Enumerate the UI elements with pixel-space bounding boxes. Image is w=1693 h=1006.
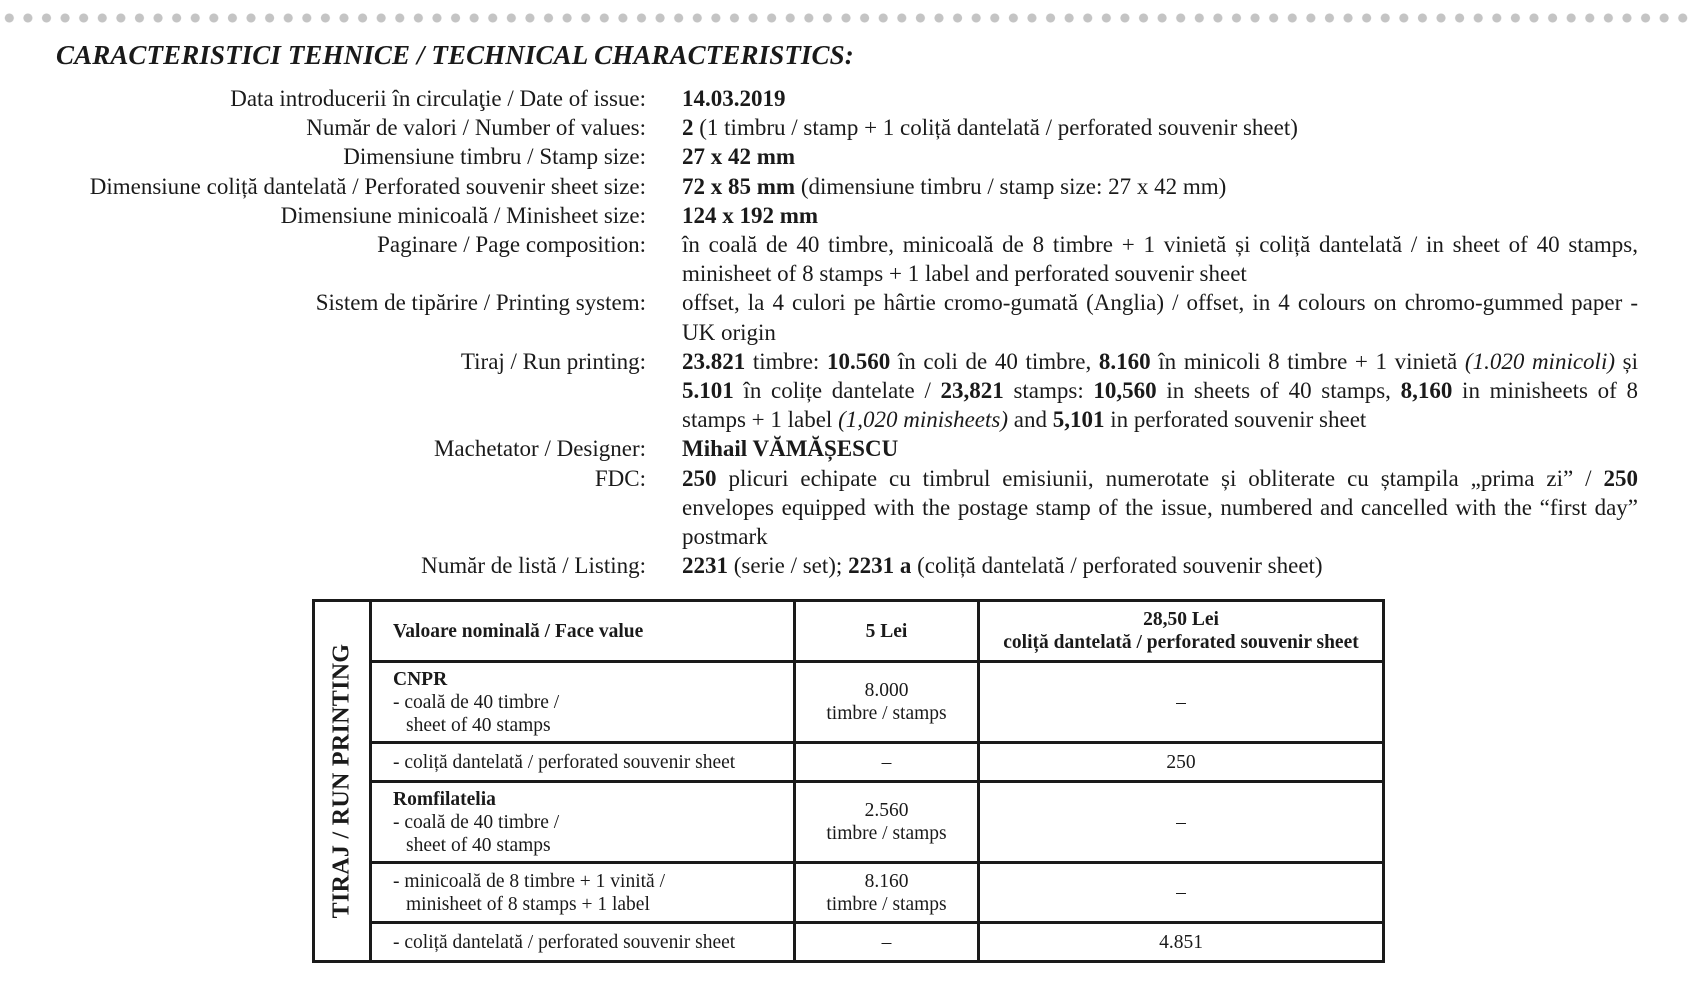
spec-value: offset, la 4 culori pe hârtie cromo-gumată (Anglia) / offset, in 4 colours on chromo-gummed paper - UK origin (682, 290, 1638, 345)
spec-value: 27 x 42 mm (682, 144, 796, 170)
spec-page-composition (0, 230, 1693, 288)
header-28-50-lei: 28,50 Lei coliță dantelată / perforated souvenir sheet (979, 601, 1384, 662)
table-row (314, 662, 1384, 743)
spec-label: Sistem de tipărire / Printing system: (315, 290, 646, 316)
row-value-28-50-lei: – (979, 662, 1384, 743)
specs-list (0, 84, 1693, 580)
row-description: - minicoală de 8 timbre + 1 vinită / minisheet of 8 stamps + 1 label (371, 863, 795, 923)
table-header-row (314, 601, 1384, 662)
header-face-value: Valoare nominală / Face value (371, 601, 795, 662)
spec-date-of-issue (0, 84, 1693, 113)
spec-value: 2231 (serie / set); 2231 a (coliță dantelată / perforated souvenir sheet) (682, 553, 1323, 579)
spec-value: 2 (1 timbru / stamp + 1 coliță dantelată / perforated souvenir sheet) (682, 115, 1298, 141)
spec-label: Număr de listă / Listing: (421, 553, 646, 579)
spec-label: Dimensiune coliță dantelată / Perforated souvenir sheet size: (89, 173, 646, 199)
spec-value: 14.03.2019 (682, 86, 786, 111)
header-5-lei: 5 Lei (795, 601, 979, 662)
run-printing-table (312, 599, 1385, 963)
row-value-5-lei: – (795, 923, 979, 962)
row-value-5-lei: 2.560 timbre / stamps (795, 782, 979, 863)
row-value-28-50-lei: – (979, 863, 1384, 923)
side-label-cell (314, 601, 371, 962)
spec-value: Mihail VĂMĂȘESCU (682, 436, 899, 462)
spec-stamp-size (0, 142, 1693, 171)
spec-label: Data introducerii în circulaţie / Date of issue: (230, 86, 646, 111)
spec-label: Machetator / Designer: (433, 436, 646, 462)
spec-label: Număr de valori / Number of values: (306, 115, 646, 141)
spec-label: Tiraj / Run printing: (460, 348, 646, 374)
row-value-5-lei: 8.160 timbre / stamps (795, 863, 979, 923)
spec-value: în coală de 40 timbre, minicoală de 8 timbre + 1 vinietă și coliță dantelată / in sheet of 40 stamps, minisheet of 8 stamps + 1 label and perforated souvenir sheet (682, 232, 1638, 287)
spec-value: 250 plicuri echipate cu timbrul emisiunii, numerotate și obliterate cu ștampila „prima zi” / 250 envelopes equipped with the postage stamp of the issue, numbered and cancelled with the “first day” postmark (682, 465, 1638, 550)
row-description: - coliță dantelată / perforated souvenir sheet (371, 743, 795, 782)
row-value-28-50-lei: 4.851 (979, 923, 1384, 962)
row-description: - coliță dantelată / perforated souvenir sheet (371, 923, 795, 962)
spec-value: 72 x 85 mm (dimensiune timbru / stamp size: 27 x 42 mm) (682, 173, 1227, 199)
side-label: TIRAJ / RUN PRINTING (328, 643, 355, 919)
row-value-28-50-lei: – (979, 782, 1384, 863)
table-row (314, 923, 1384, 962)
table-row (314, 782, 1384, 863)
row-value-5-lei: 8.000 timbre / stamps (795, 662, 979, 743)
row-value-5-lei: – (795, 743, 979, 782)
row-value-28-50-lei: 250 (979, 743, 1384, 782)
spec-value: 23.821 timbre: 10.560 în coli de 40 timbre, 8.160 în minicoli 8 timbre + 1 vinietă (1.020 minicoli) și 5.101 în colițe dantelate / 23,821 stamps: 10,560 in sheets of 40 stamps, 8,160 in minisheets of 8 stamps + 1 label (1,020 minisheets) and 5,101 in perforated souvenir sheet (682, 348, 1639, 433)
spec-value: 124 x 192 mm (682, 202, 819, 228)
spec-printing-system (0, 288, 1693, 346)
spec-fdc (0, 464, 1693, 552)
spec-designer (0, 434, 1693, 463)
spec-souvenir-sheet-size (0, 172, 1693, 201)
spec-listing (0, 551, 1693, 580)
spec-number-of-values (0, 113, 1693, 142)
spec-run-printing (0, 347, 1693, 435)
dotted-border (0, 12, 1693, 24)
spec-minisheet-size (0, 201, 1693, 230)
spec-label: FDC: (594, 465, 646, 491)
spec-label: Dimensiune minicoală / Minisheet size: (280, 202, 646, 228)
row-description: Romfilatelia - coală de 40 timbre / sheet of 40 stamps (371, 782, 795, 863)
row-description: CNPR - coală de 40 timbre / sheet of 40 stamps (371, 662, 795, 743)
spec-label: Paginare / Page composition: (377, 232, 646, 258)
table-row (314, 743, 1384, 782)
page-title: CARACTERISTICI TEHNICE / TECHNICAL CHARACTERISTICS: (56, 40, 854, 70)
table-row (314, 863, 1384, 923)
spec-label: Dimensiune timbru / Stamp size: (343, 144, 646, 170)
